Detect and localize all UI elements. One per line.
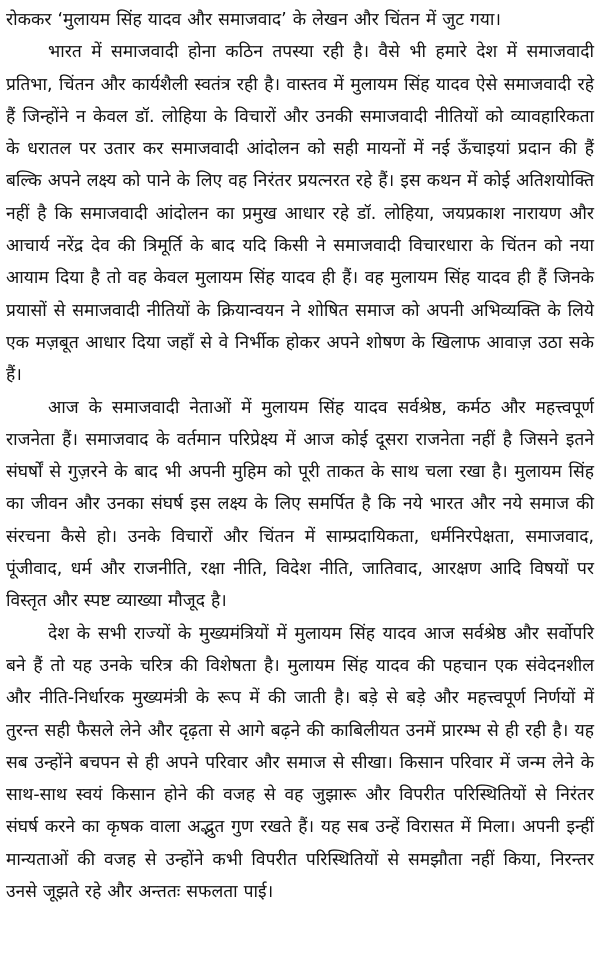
paragraph-continuation: रोककर ‘मुलायम सिंह यादव और समाजवाद’ के लेखन और चिंतन में जुट गया।: [6, 10, 501, 30]
paragraph-socialism-in-india: भारत में समाजवादी होना कठिन तपस्या रही है। वैसे भी हमारे देश में समाजवादी प्रतिभा, चिंतन और कार्यशैली स्वतंत्र रही है। वास्तव में मुलायम सिंह यादव ऐसे समाजवादी रहे हैं जिन्होंने न केवल डॉ. लोहिया के विचारों और उनकी समाजवादी नीतियों को व्यावहारिकता के धरातल पर उतार कर समाजवादी आंदोलन को सही मायनों में नई ऊँचाइयां प्रदान की हैं बल्कि अपने लक्ष्य को पाने के लिए वह निरंतर प्रयत्नरत रहे हैं। इस कथन में कोई अतिशयोक्ति नहीं है कि समाजवादी आंदोलन का प्रमुख आधार रहे डॉ. लोहिया, जयप्रकाश नारायण और आचार्य नरेंद्र देव की त्रिमूर्ति के बाद यदि किसी ने समाजवादी विचारधारा के चिंतन को नया आयाम दिया है तो वह केवल मुलायम सिंह यादव ही हैं। वह मुलायम सिंह यादव ही हैं जिनके प्रयासों से समाजवादी नीतियों के क्रियान्वयन ने शोषित समाज को अपनी अभिव्यक्ति के लिये एक मज़बूत आधार दिया जहाँ से वे निर्भीक होकर अपने शोषण के खिलाफ आवाज़ उठा सके हैं।: [6, 42, 594, 386]
paragraph-todays-leaders: आज के समाजवादी नेताओं में मुलायम सिंह यादव सर्वश्रेष्ठ, कर्मठ और महत्त्वपूर्ण राजनेता हैं। समाजवाद के वर्तमान परिप्रेक्ष्य में आज कोई दूसरा राजनेता नहीं है जिसने इतने संघर्षों से गुज़रने के बाद भी अपनी मुहिम को पूरी ताकत के साथ चला रखा है। मुलायम सिंह का जीवन और उनका संघर्ष इस लक्ष्य के लिए समर्पित है कि नये भारत और नये समाज की संरचना कैसे हो। उनके विचारों और चिंतन में साम्प्रदायिकता, धर्मनिरपेक्षता, समाजवाद, पूंजीवाद, धर्म और राजनीति, रक्षा नीति, विदेश नीति, जातिवाद, आरक्षण आदि विषयों पर विस्तृत और स्पष्ट व्याख्या मौजूद है।: [6, 397, 594, 612]
paragraph-chief-ministers: देश के सभी राज्यों के मुख्यमंत्रियों में मुलायम सिंह यादव आज सर्वश्रेष्ठ और सर्वोपरि बने हैं तो यह उनके चरित्र की विशेषता है। मुलायम सिंह यादव की पहचान एक संवेदनशील और नीति-निर्धारक मुख्यमंत्री के रूप में की जाती है। बड़े से बड़े और महत्त्वपूर्ण निर्णयों में तुरन्त सही फैसले लेने और दृढ़ता से आगे बढ़ने की काबिलीयत उनमें प्रारम्भ से ही रही है। यह सब उन्होंने बचपन से ही अपने परिवार और समाज से सीखा। किसान परिवार में जन्म लेने के साथ-साथ स्वयं किसान होने की वजह से वह जुझारू और विपरीत परिस्थितियों से निरंतर संघर्ष करने का कृषक वाला अद्भुत गुण रखते हैं। यह सब उन्हें विरासत में मिला। अपनी इन्हीं मान्यताओं की वजह से उन्होंने कभी विपरीत परिस्थितियों से समझौता नहीं किया, निरन्तर उनसे जूझते रहे और अन्ततः सफलता पाई।: [6, 623, 594, 903]
